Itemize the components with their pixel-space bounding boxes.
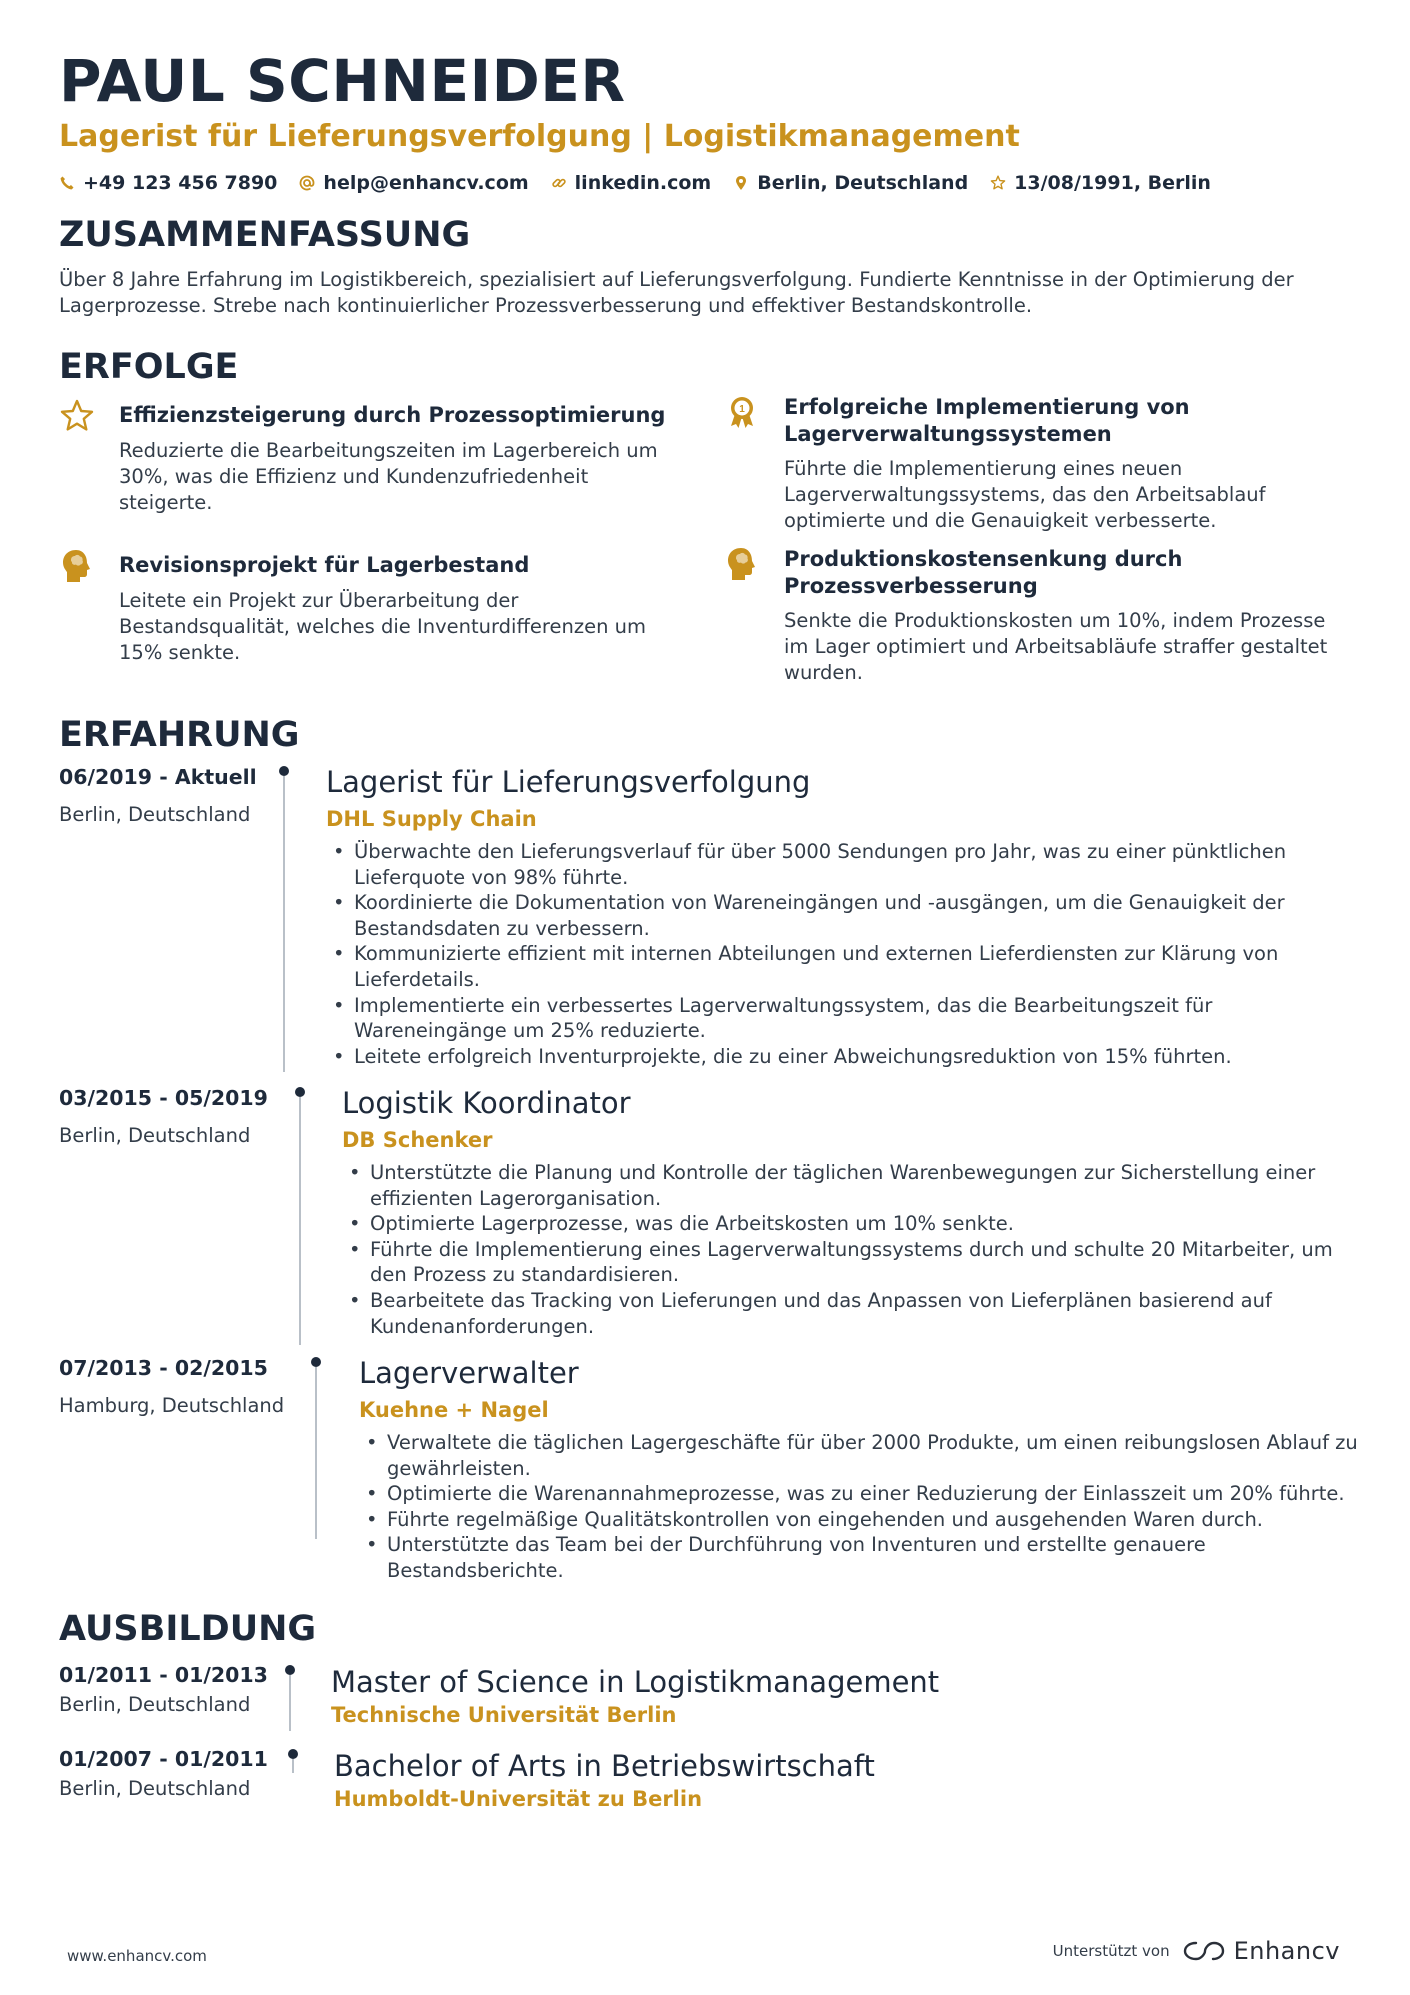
- contact-email-text: help@enhancv.com: [323, 172, 529, 194]
- education-location: Berlin, Deutschland: [59, 1693, 251, 1716]
- education-degree: Master of Science in Logistikmanagement: [331, 1665, 940, 1699]
- job-bullet: • Verwaltete die täglichen Lagergeschäfte für über 2000 Produkte, um einen reibungslosen Ablauf zu gewährleisten.: [359, 1430, 1359, 1481]
- job-bullet: • Kommunizierte effizient mit internen Abteilungen und externen Lieferdiensten zur Klärung von Lieferdetails.: [326, 941, 1356, 992]
- contact-linkedin-text: linkedin.com: [574, 172, 712, 194]
- achievement-desc: Reduzierte die Bearbeitungszeiten im Lagerbereich um 30%, was die Effizienz und Kundenzufriedenheit steigerte.: [119, 439, 658, 514]
- svg-text:1: 1: [739, 404, 745, 415]
- timeline-dot: [295, 1087, 305, 1097]
- contact-location: [733, 172, 968, 194]
- contact-linkedin[interactable]: [551, 172, 712, 194]
- timeline-line: [315, 1367, 317, 1539]
- experience-heading: ERFAHRUNG: [59, 715, 300, 755]
- job-location: Berlin, Deutschland: [59, 1124, 251, 1147]
- footer-brand: Enhancv: [1233, 1937, 1340, 1965]
- job-bullets: [326, 839, 1356, 1069]
- job-title: Lagerverwalter: [359, 1356, 579, 1390]
- contact-phone[interactable]: [59, 172, 277, 194]
- education-degree: Bachelor of Arts in Betriebswirtschaft: [334, 1749, 875, 1783]
- job-meta: [59, 764, 257, 828]
- candidate-headline: Lagerist für Lieferungsverfolgung | Logistikmanagement: [59, 119, 1020, 154]
- contact-email[interactable]: [299, 172, 528, 194]
- timeline-dot: [285, 1665, 295, 1675]
- job-bullet: • Optimierte Lagerprozesse, was die Arbeitskosten um 10% senkte.: [342, 1211, 1356, 1237]
- job-bullet: • Unterstützte die Planung und Kontrolle der täglichen Warenbewegungen zur Sicherstellung einer effizienten Lagerorganisation.: [342, 1160, 1356, 1211]
- timeline-line: [289, 1675, 291, 1731]
- job-bullet: • Führte regelmäßige Qualitätskontrollen von eingehenden und ausgehenden Waren durch.: [359, 1507, 1359, 1533]
- education-heading: AUSBILDUNG: [59, 1609, 317, 1649]
- timeline-line: [299, 1097, 301, 1345]
- contact-bar: [59, 170, 1233, 196]
- phone-icon: [59, 175, 75, 191]
- award-medal-icon: [724, 394, 760, 430]
- link-icon: [551, 175, 567, 191]
- contact-location-text: Berlin, Deutschland: [757, 172, 969, 194]
- enhancv-logo-icon: [1182, 1939, 1226, 1963]
- job-bullet: • Leitete erfolgreich Inventurprojekte, die zu einer Abweichungsreduktion von 15% führten.: [326, 1044, 1356, 1070]
- job-bullet: • Implementierte ein verbessertes Lagerverwaltungssystem, das die Bearbeitungszeit für Wareneingänge um 25% reduzierte.: [326, 993, 1356, 1044]
- job-bullet: • Bearbeitete das Tracking von Lieferungen und das Anpassen von Lieferplänen basierend auf Kundenanforderungen.: [342, 1288, 1356, 1339]
- job-date: 03/2015 - 05/2019: [59, 1086, 268, 1110]
- head-brain-icon: [724, 546, 760, 582]
- job-title: Lagerist für Lieferungsverfolgung: [326, 765, 811, 799]
- contact-birth: [990, 172, 1211, 194]
- education-meta: [59, 1662, 268, 1718]
- achievement-desc: Senkte die Produktionskosten um 10%, indem Prozesse im Lager optimiert und Arbeitsabläufe straffer gestaltet wurden.: [784, 609, 1328, 684]
- education-school: Humboldt-Universität zu Berlin: [334, 1787, 703, 1811]
- job-company: DB Schenker: [342, 1128, 493, 1152]
- summary-heading: ZUSAMMENFASSUNG: [59, 215, 471, 255]
- job-date: 07/2013 - 02/2015: [59, 1356, 268, 1380]
- job-meta: [59, 1085, 268, 1149]
- job-location: Berlin, Deutschland: [59, 803, 251, 826]
- footer-website[interactable]: www.enhancv.com: [67, 1947, 207, 1965]
- education-school: Technische Universität Berlin: [331, 1703, 677, 1727]
- achievement-title: Produktionskostensenkung durch Prozessverbesserung: [784, 547, 1183, 598]
- job-bullet: • Unterstützte das Team bei der Durchführung von Inventuren und erstellte genauere Bestandsberichte.: [359, 1532, 1359, 1583]
- job-bullet: • Koordinierte die Dokumentation von Wareneingängen und -ausgängen, um die Genauigkeit der Bestandsdaten zu verbessern.: [326, 890, 1356, 941]
- contact-birth-text: 13/08/1991, Berlin: [1014, 172, 1211, 194]
- achievement-title: Effizienzsteigerung durch Prozessoptimierung: [119, 403, 666, 427]
- timeline-line: [292, 1759, 294, 1773]
- job-title: Logistik Koordinator: [342, 1086, 631, 1120]
- footer-branding: [1053, 1937, 1340, 1965]
- candidate-name: PAUL SCHNEIDER: [59, 47, 626, 115]
- head-brain-icon: [59, 548, 95, 584]
- education-meta: [59, 1746, 268, 1802]
- star-icon: [990, 175, 1006, 191]
- achievement-desc: Führte die Implementierung eines neuen Lagerverwaltungssystems, das den Arbeitsablauf optimierte und die Genauigkeit verbesserte.: [784, 457, 1266, 532]
- job-company: Kuehne + Nagel: [359, 1398, 549, 1422]
- achievement-title: Revisionsprojekt für Lagerbestand: [119, 553, 530, 577]
- job-bullet: • Überwachte den Lieferungsverlauf für über 5000 Sendungen pro Jahr, was zu einer pünktlichen Lieferquote von 98% führte.: [326, 839, 1356, 890]
- timeline-line: [283, 776, 285, 1072]
- timeline-dot: [288, 1749, 298, 1759]
- achievement-title: Erfolgreiche Implementierung von Lagerverwaltungssystemen: [784, 395, 1190, 446]
- contact-phone-text: +49 123 456 7890: [83, 172, 278, 194]
- achievements-heading: ERFOLGE: [59, 347, 239, 387]
- summary-text: Über 8 Jahre Erfahrung im Logistikbereich, spezialisiert auf Lieferungsverfolgung. Fundierte Kenntnisse in der Optimierung der Lagerprozesse. Strebe nach kontinuierlicher Prozessverbesserung und effektiver Bestandskontrolle.: [59, 268, 1294, 317]
- education-location: Berlin, Deutschland: [59, 1777, 251, 1800]
- location-pin-icon: [733, 175, 749, 191]
- job-company: DHL Supply Chain: [326, 807, 537, 831]
- education-date: 01/2011 - 01/2013: [59, 1663, 268, 1687]
- at-icon: [299, 175, 315, 191]
- job-bullet: • Führte die Implementierung eines Lagerverwaltungssystems durch und schulte 20 Mitarbeiter, um den Prozess zu standardisieren.: [342, 1237, 1356, 1288]
- job-bullets: [359, 1430, 1359, 1584]
- star-icon: [59, 398, 95, 434]
- education-date: 01/2007 - 01/2011: [59, 1747, 268, 1771]
- timeline-dot: [311, 1357, 321, 1367]
- job-bullets: [342, 1160, 1356, 1339]
- job-location: Hamburg, Deutschland: [59, 1394, 285, 1417]
- timeline-dot: [279, 766, 289, 776]
- job-date: 06/2019 - Aktuell: [59, 765, 257, 789]
- achievement-desc: Leitete ein Projekt zur Überarbeitung der Bestandsqualität, welches die Inventurdifferenzen um 15% senkte.: [119, 589, 646, 664]
- job-bullet: • Optimierte die Warenannahmeprozesse, was zu einer Reduzierung der Einlasszeit um 20% führte.: [359, 1481, 1359, 1507]
- job-meta: [59, 1355, 284, 1419]
- footer-powered-by: Unterstützt von: [1052, 1942, 1170, 1960]
